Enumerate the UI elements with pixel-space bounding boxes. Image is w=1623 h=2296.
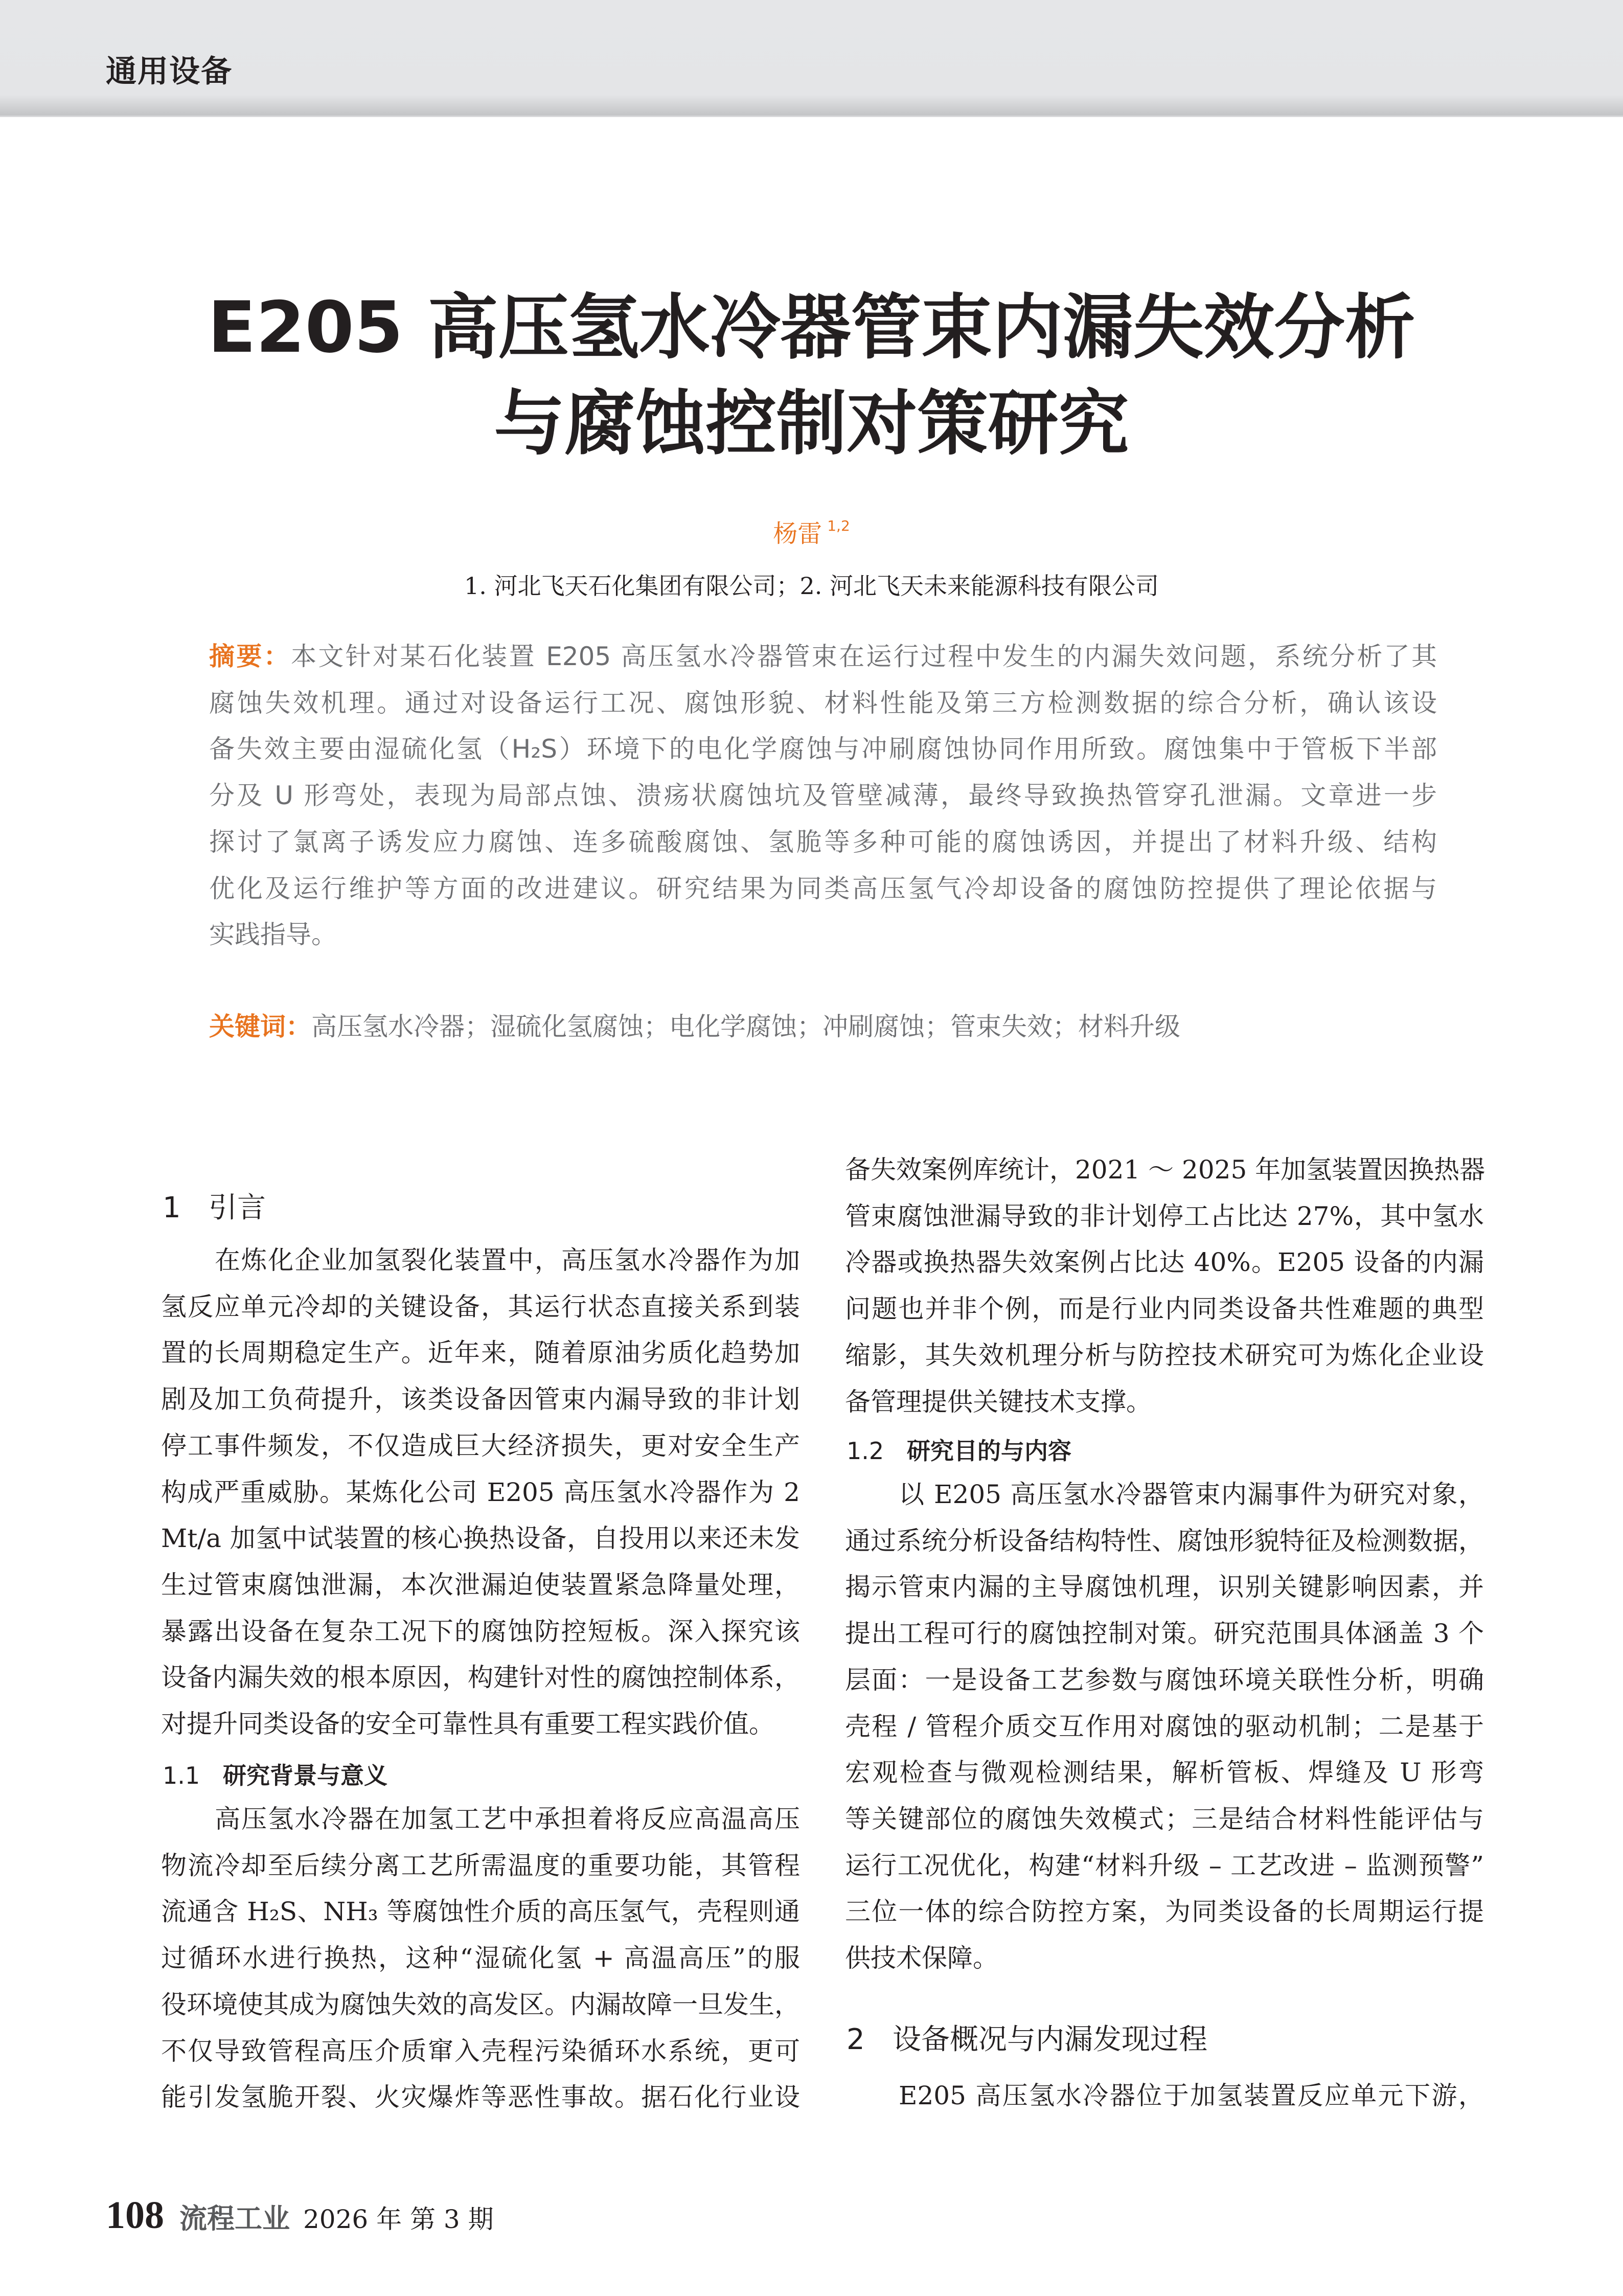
- page-number: 108: [106, 2194, 164, 2237]
- text-line: 设备内漏失效的根本原因，构建针对性的腐蚀控制体系，: [161, 1663, 800, 1693]
- text-line: 流通含 H₂S、NH₃ 等腐蚀性介质的高压氢气，壳程则通: [161, 1897, 800, 1927]
- abstract-text: 实践指导。: [209, 920, 337, 950]
- text-line: 役环境使其成为腐蚀失效的高发区。内漏故障一旦发生，: [161, 1989, 800, 2019]
- text-line: 层面：一是设备工艺参数与腐蚀环境关联性分析，明确: [845, 1665, 1484, 1695]
- section-number: 1.2: [847, 1437, 884, 1465]
- section-heading-1-1: [163, 1757, 387, 1791]
- section-title: 引言: [209, 1191, 266, 1224]
- abstract: [209, 633, 1437, 958]
- abstract-line: [209, 912, 1437, 958]
- text-line: 氢反应单元冷却的关键设备，其运行状态直接关系到装: [161, 1291, 800, 1322]
- text-line: 物流冷却至后续分离工艺所需温度的重要功能，其管程: [161, 1850, 800, 1880]
- text-line: 暴露出设备在复杂工况下的腐蚀防控短板。深入探究该: [161, 1616, 800, 1646]
- text-line: 对提升同类设备的安全可靠性具有重要工程实践价值。: [161, 1709, 774, 1739]
- abstract-label: 摘要：: [209, 642, 291, 671]
- text-line: 揭示管束内漏的主导腐蚀机理，识别关键影响因素，并: [845, 1572, 1484, 1602]
- background-paragraph: [161, 1796, 800, 2121]
- text-line: 供技术保障。: [845, 1943, 998, 1973]
- keywords-label: 关键词：: [209, 1012, 311, 1041]
- text-line: 剧及加工负荷提升，该类设备因管束内漏导致的非计划: [161, 1384, 800, 1415]
- objectives-paragraph: [845, 1471, 1484, 1982]
- abstract-text: 分及 U 形弯处，表现为局部点蚀、溃疡状腐蚀坑及管壁减薄，最终导致换热管穿孔泄漏。文章进一步: [209, 781, 1437, 811]
- section-heading-1-2: [847, 1433, 1071, 1466]
- text-line: 高压氢水冷器在加氢工艺中承担着将反应高温高压: [215, 1804, 800, 1834]
- section-title: 研究目的与内容: [907, 1437, 1071, 1465]
- section-heading-2: [847, 2017, 1207, 2058]
- text-line: 以 E205 高压氢水冷器管束内漏事件为研究对象，: [899, 1480, 1484, 1509]
- abstract-text: 本文针对某石化装置 E205 高压氢水冷器管束在运行过程中发生的内漏失效问题，系统分析了其: [291, 642, 1437, 671]
- abstract-line: [209, 633, 1437, 680]
- text-line: E205 高压氢水冷器位于加氢装置反应单元下游，: [899, 2081, 1484, 2110]
- text-line: 过循环水进行换热，这种“湿硫化氢 + 高温高压”的服: [161, 1943, 800, 1973]
- section-header-band: [0, 0, 1623, 117]
- text-line: 能引发氢脆开裂、火灾爆炸等恶性事故。据石化行业设: [161, 2082, 800, 2112]
- text-line: 等关键部位的腐蚀失效模式；三是结合材料性能评估与: [845, 1804, 1484, 1834]
- article-title-line-2: 与腐蚀控制对策研究: [494, 382, 1129, 465]
- text-line: 管束腐蚀泄漏导致的非计划停工占比达 27%，其中氢水: [845, 1201, 1484, 1231]
- affiliation: 1. 河北飞天石化集团有限公司；2. 河北飞天未来能源科技有限公司: [464, 572, 1159, 600]
- section-heading-1: [163, 1185, 266, 1226]
- section-title: 研究背景与意义: [223, 1762, 387, 1789]
- text-line: 生过管束腐蚀泄漏，本次泄漏迫使装置紧急降量处理，: [161, 1570, 800, 1600]
- issue-info: 2026 年 第 3 期: [303, 2204, 494, 2234]
- text-line: 通过系统分析设备结构特性、腐蚀形貌特征及检测数据，: [845, 1526, 1484, 1556]
- text-line: 备失效案例库统计，2021 ～ 2025 年加氢装置因换热器: [845, 1155, 1485, 1185]
- abstract-text: 备失效主要由湿硫化氢（H₂S）环境下的电化学腐蚀与冲刷腐蚀协同作用所致。腐蚀集中于管板下半部: [209, 734, 1437, 764]
- text-line: 备管理提供关键技术支撑。: [845, 1386, 1152, 1417]
- text-line: 缩影，其失效机理分析与防控技术研究可为炼化企业设: [845, 1340, 1484, 1370]
- background-paragraph-continued: [845, 1147, 1484, 1425]
- text-line: 宏观检查与微观检测结果，解析管板、焊缝及 U 形弯: [845, 1758, 1484, 1788]
- text-line: 提出工程可行的腐蚀控制对策。研究范围具体涵盖 3 个: [845, 1619, 1484, 1649]
- abstract-line: [209, 680, 1437, 726]
- text-line: Mt/a 加氢中试装置的核心换热设备，自投用以来还未发: [161, 1524, 800, 1554]
- abstract-line: [209, 819, 1437, 866]
- abstract-text: 探讨了氯离子诱发应力腐蚀、连多硫酸腐蚀、氢脆等多种可能的腐蚀诱因，并提出了材料升级、结构: [209, 827, 1437, 857]
- section-number: 1.1: [163, 1762, 200, 1789]
- text-line: 运行工况优化，构建“材料升级 – 工艺改进 – 监测预警”: [845, 1850, 1484, 1880]
- author: [0, 514, 1623, 549]
- text-line: 构成严重威胁。某炼化公司 E205 高压氢水冷器作为 2: [161, 1477, 800, 1507]
- text-line: 不仅导致管程高压介质窜入壳程污染循环水系统，更可: [161, 2036, 800, 2066]
- intro-paragraph: [161, 1237, 800, 1747]
- text-line: 停工事件频发，不仅造成巨大经济损失，更对安全生产: [161, 1430, 800, 1461]
- text-line: 冷器或换热器失效案例占比达 40%。E205 设备的内漏: [845, 1247, 1484, 1278]
- keywords-text: 高压氢水冷器；湿硫化氢腐蚀；电化学腐蚀；冲刷腐蚀；管束失效；材料升级: [311, 1012, 1180, 1041]
- text-line: 在炼化企业加氢裂化装置中，高压氢水冷器作为加: [215, 1245, 800, 1275]
- section-number: 1: [163, 1191, 181, 1224]
- author-affil-marks: 1,2: [827, 517, 850, 534]
- article-title-line-1: E205 高压氢水冷器管束内漏失效分析: [208, 286, 1415, 369]
- abstract-line: [209, 772, 1437, 819]
- author-name: 杨雷: [773, 519, 822, 548]
- journal-name: 流程工业: [179, 2202, 290, 2235]
- text-line: 三位一体的综合防控方案，为同类设备的长周期运行提: [845, 1897, 1484, 1927]
- abstract-text: 优化及运行维护等方面的改进建议。研究结果为同类高压氢气冷却设备的腐蚀防控提供了理论依据与: [209, 873, 1437, 903]
- overview-paragraph: [845, 2073, 1484, 2119]
- page-footer: [106, 2193, 494, 2238]
- section-number: 2: [847, 2023, 865, 2056]
- abstract-text: 腐蚀失效机理。通过对设备运行工况、腐蚀形貌、材料性能及第三方检测数据的综合分析，确认该设: [209, 688, 1437, 718]
- text-line: 问题也并非个例，而是行业内同类设备共性难题的典型: [845, 1294, 1484, 1324]
- keywords: [209, 1004, 1437, 1050]
- section-tag: 通用设备: [106, 54, 233, 89]
- section-title: 设备概况与内漏发现过程: [893, 2023, 1207, 2056]
- text-line: 置的长周期稳定生产。近年来，随着原油劣质化趋势加: [161, 1338, 800, 1368]
- abstract-line: [209, 866, 1437, 912]
- text-line: 壳程 / 管程介质交互作用对腐蚀的驱动机制；二是基于: [845, 1711, 1484, 1741]
- abstract-line: [209, 726, 1437, 772]
